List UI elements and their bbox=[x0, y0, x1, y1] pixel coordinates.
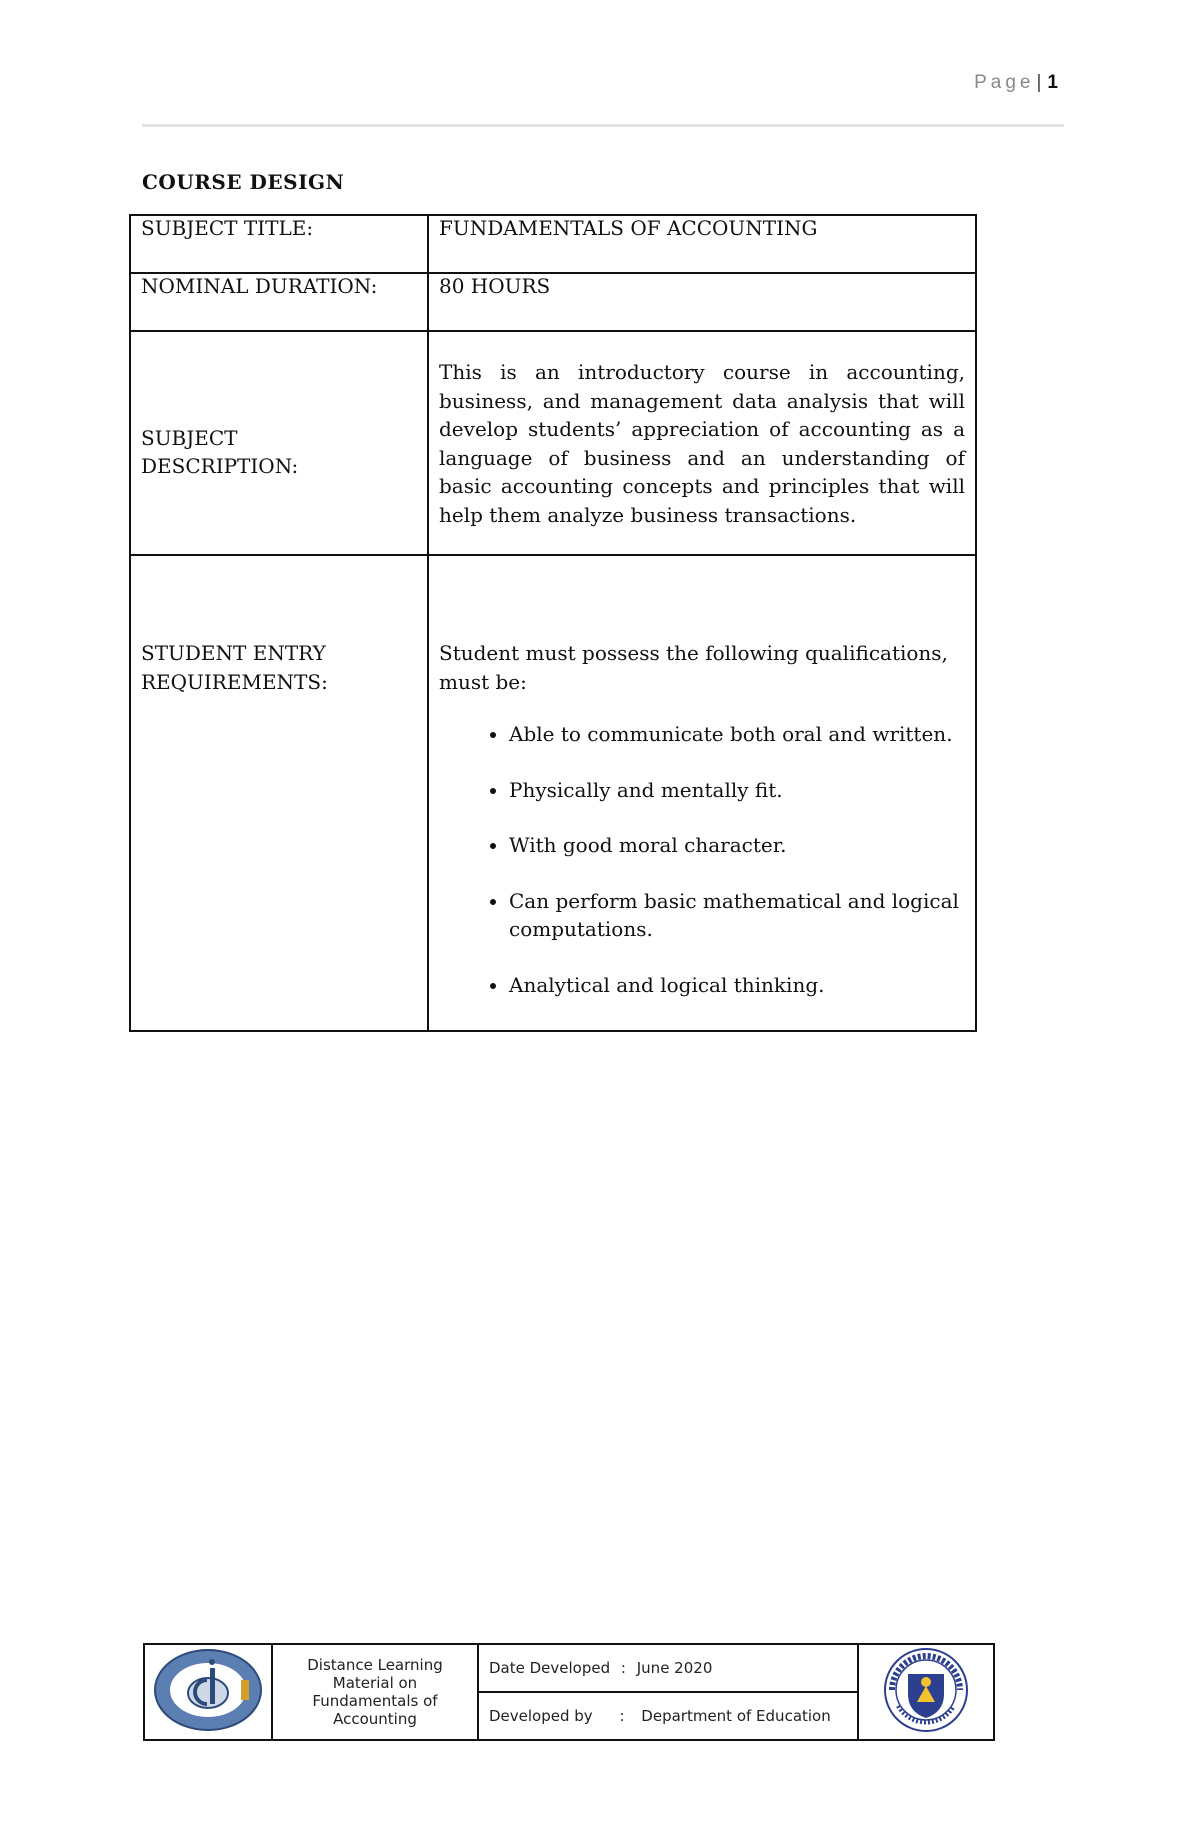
entry-requirements-label bbox=[130, 555, 428, 1031]
list-item: • Physically and mentally fit. bbox=[509, 776, 965, 805]
table-row bbox=[130, 331, 976, 555]
table-row bbox=[130, 273, 976, 331]
data-center-logo bbox=[144, 1644, 272, 1740]
developed-by-value: Department of Education bbox=[641, 1707, 831, 1725]
data-center-logo-icon bbox=[149, 1646, 267, 1734]
material-title bbox=[272, 1644, 478, 1740]
nominal-duration-value: 80 HOURS bbox=[428, 273, 976, 331]
material-line2: Material on bbox=[332, 1674, 418, 1692]
material-line1: Distance Learning bbox=[307, 1656, 443, 1674]
subject-description-text: This is an introductory course in accounting, business, and management data analysis that will develop students’ appreciation of accounting as a language of business and an understanding of basic accounting concepts and principles that will help them analyze business transactions. bbox=[439, 360, 965, 527]
table-row bbox=[130, 555, 976, 1031]
material-line4: Accounting bbox=[333, 1710, 417, 1728]
date-developed bbox=[478, 1644, 858, 1692]
page-number-value: 1 bbox=[1047, 72, 1058, 93]
page-number: Page | 1 bbox=[974, 72, 1058, 93]
material-line3: Fundamentals of bbox=[312, 1692, 438, 1710]
subject-title-label: SUBJECT TITLE: bbox=[130, 215, 428, 273]
table-row bbox=[130, 215, 976, 273]
course-design-table bbox=[129, 214, 977, 1032]
page-header bbox=[142, 72, 1064, 127]
entry-requirements-cell bbox=[428, 555, 976, 1031]
date-separator: : bbox=[620, 1659, 626, 1677]
deped-seal-icon bbox=[864, 1646, 988, 1734]
developed-by-separator: : bbox=[619, 1707, 625, 1725]
date-value: June 2020 bbox=[636, 1659, 713, 1677]
list-item: • Analytical and logical thinking. bbox=[509, 971, 965, 1000]
date-label: Date Developed bbox=[489, 1659, 611, 1677]
subject-description-cell bbox=[428, 331, 976, 555]
page-label: Page bbox=[974, 72, 1035, 93]
requirements-label-line1: STUDENT ENTRY bbox=[141, 641, 326, 665]
requirements-intro: Student must possess the following qualifications, must be: bbox=[439, 641, 948, 694]
description-label-line1: SUBJECT bbox=[141, 425, 238, 450]
requirements-label-line2: REQUIREMENTS: bbox=[141, 669, 328, 694]
description-label-line2: DESCRIPTION: bbox=[141, 454, 299, 478]
subject-description-label bbox=[130, 331, 428, 555]
footer-table bbox=[143, 1643, 995, 1741]
list-item: • With good moral character. bbox=[509, 831, 965, 860]
list-item: • Can perform basic mathematical and logical computations. bbox=[509, 887, 965, 944]
requirements-list bbox=[439, 720, 965, 999]
list-item: • Able to communicate both oral and written. bbox=[509, 720, 965, 749]
subject-title-value: FUNDAMENTALS OF ACCOUNTING bbox=[428, 215, 976, 273]
developed-by-label: Developed by bbox=[489, 1707, 593, 1725]
deped-seal bbox=[858, 1644, 994, 1740]
nominal-duration-label: NOMINAL DURATION: bbox=[130, 273, 428, 331]
section-heading: COURSE DESIGN bbox=[142, 170, 345, 194]
developed-by bbox=[478, 1692, 858, 1740]
